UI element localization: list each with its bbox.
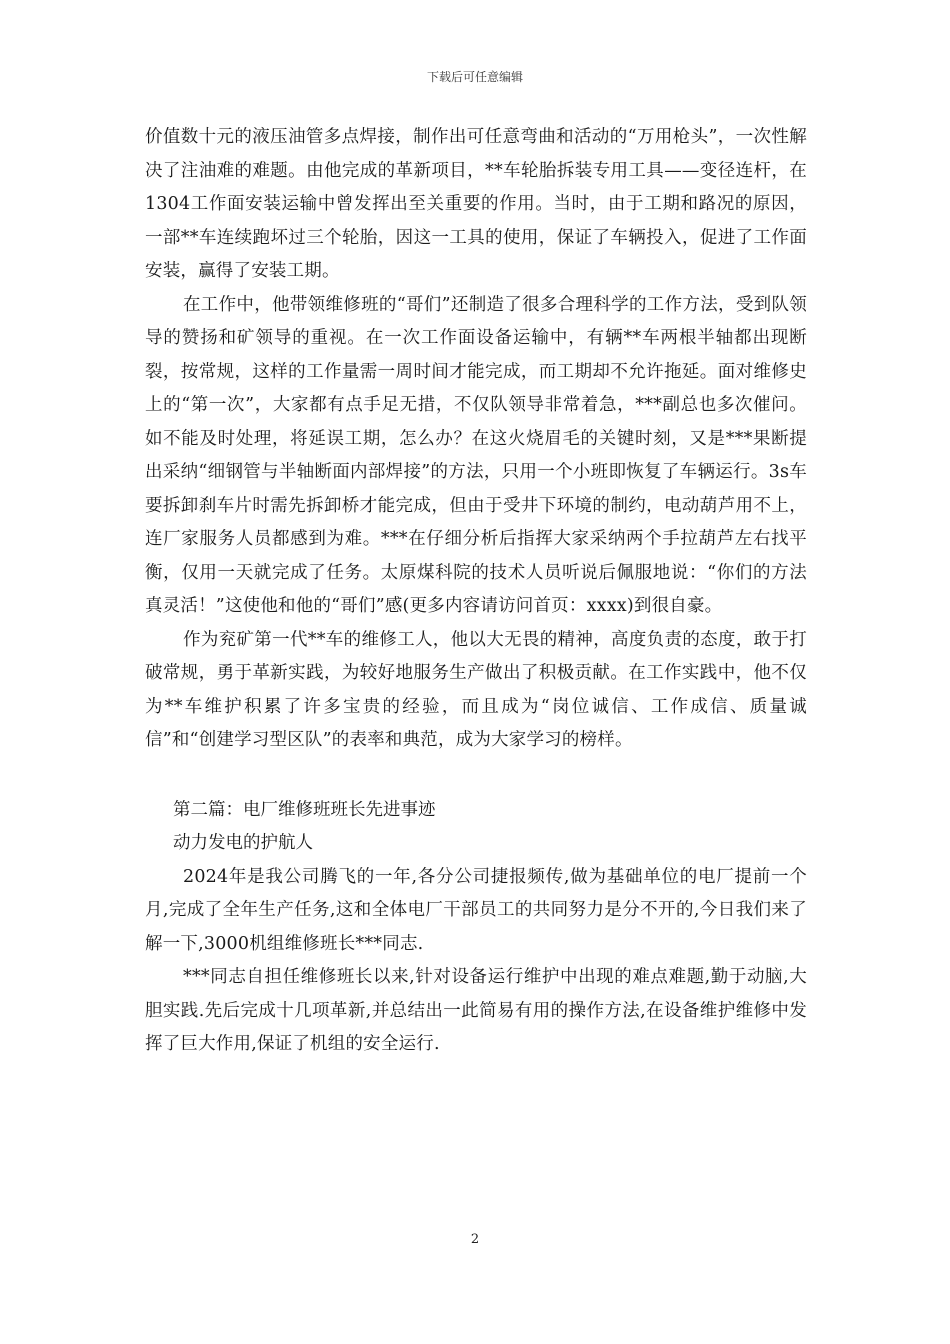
document-body [145,121,807,1062]
section-title: 第二篇：电厂维修班班长先进事迹 [173,799,436,820]
page-header: 下载后可任意编辑 [426,70,523,84]
paragraph-work-methods: 在工作中，他带领维修班的“哥们”还制造了很多合理科学的工作方法，受到队领导的赞扬和矿领导的重视。在一次工作面设备运输中，有辆**车两根半轴都出现断裂，按常规，这样的工作量需一周时间才能完成，而工期却不允许拖延。面对维修史上的“第一次”，大家都有点手足无措，不仅队领导非常着急，***副总也多次催问。如不能及时处理，将延误工期，怎么办？在这火烧眉毛的关键时刻，又是***果断提出采纳“细钢管与半轴断面内部焊接”的方法，只用一个小班即恢复了车辆运行。3s车要拆卸刹车片时需先拆卸桥才能完成，但由于受井下环境的制约，电动葫芦用不上，连厂家服务人员都感到为难。***在仔细分析后指挥大家采纳两个手拉葫芦左右找平衡，仅用一天就完成了任务。太原煤科院的技术人员听说后佩服地说：“你们的方法真灵活！”这使他和他的“哥们”感(更多内容请访问首页：xxxx)到很自豪。 [145,294,807,616]
paragraph-contribution: 作为兖矿第一代**车的维修工人，他以大无畏的精神，高度负责的态度，敢于打破常规，勇于革新实践，为较好地服务生产做出了积极贡献。在工作实践中，他不仅为**车维护积累了许多宝贵的经验，而且成为“岗位诚信、工作成信、质量诚信”和“创建学习型区队”的表率和典范，成为大家学习的榜样。 [145,629,807,750]
paragraph-continuation: 价值数十元的液压油管多点焊接，制作出可任意弯曲和活动的“万用枪头”，一次性解决了注油难的难题。由他完成的革新项目，**车轮胎拆装专用工具——变径连杆，在1304工作面安装运输中曾发挥出至关重要的作用。当时，由于工期和路况的原因，一部**车连续跑坏过三个轮胎，因这一工具的使用，保证了车辆投入，促进了工作面安装，赢得了安装工期。 [145,127,807,281]
paragraph-team-leader: ***同志自担任维修班长以来,针对设备运行维护中出现的难点难题,勤于动脑,大胆实践.先后完成十几项革新,并总结出一此简易有用的操作方法,在设备维护维修中发挥了巨大作用,保证了机组的安全运行. [145,967,807,1054]
page-number: 2 [470,1232,480,1247]
paragraph-company-year: 2024年是我公司腾飞的一年,各分公司捷报频传,做为基础单位的电厂提前一个月,完成了全年生产任务,这和全体电厂干部员工的共同努力是分不开的,今日我们来了解一下,3000机组维修班长***同志. [145,866,807,954]
section-spacer [145,758,807,794]
section-subtitle: 动力发电的护航人 [173,833,313,853]
